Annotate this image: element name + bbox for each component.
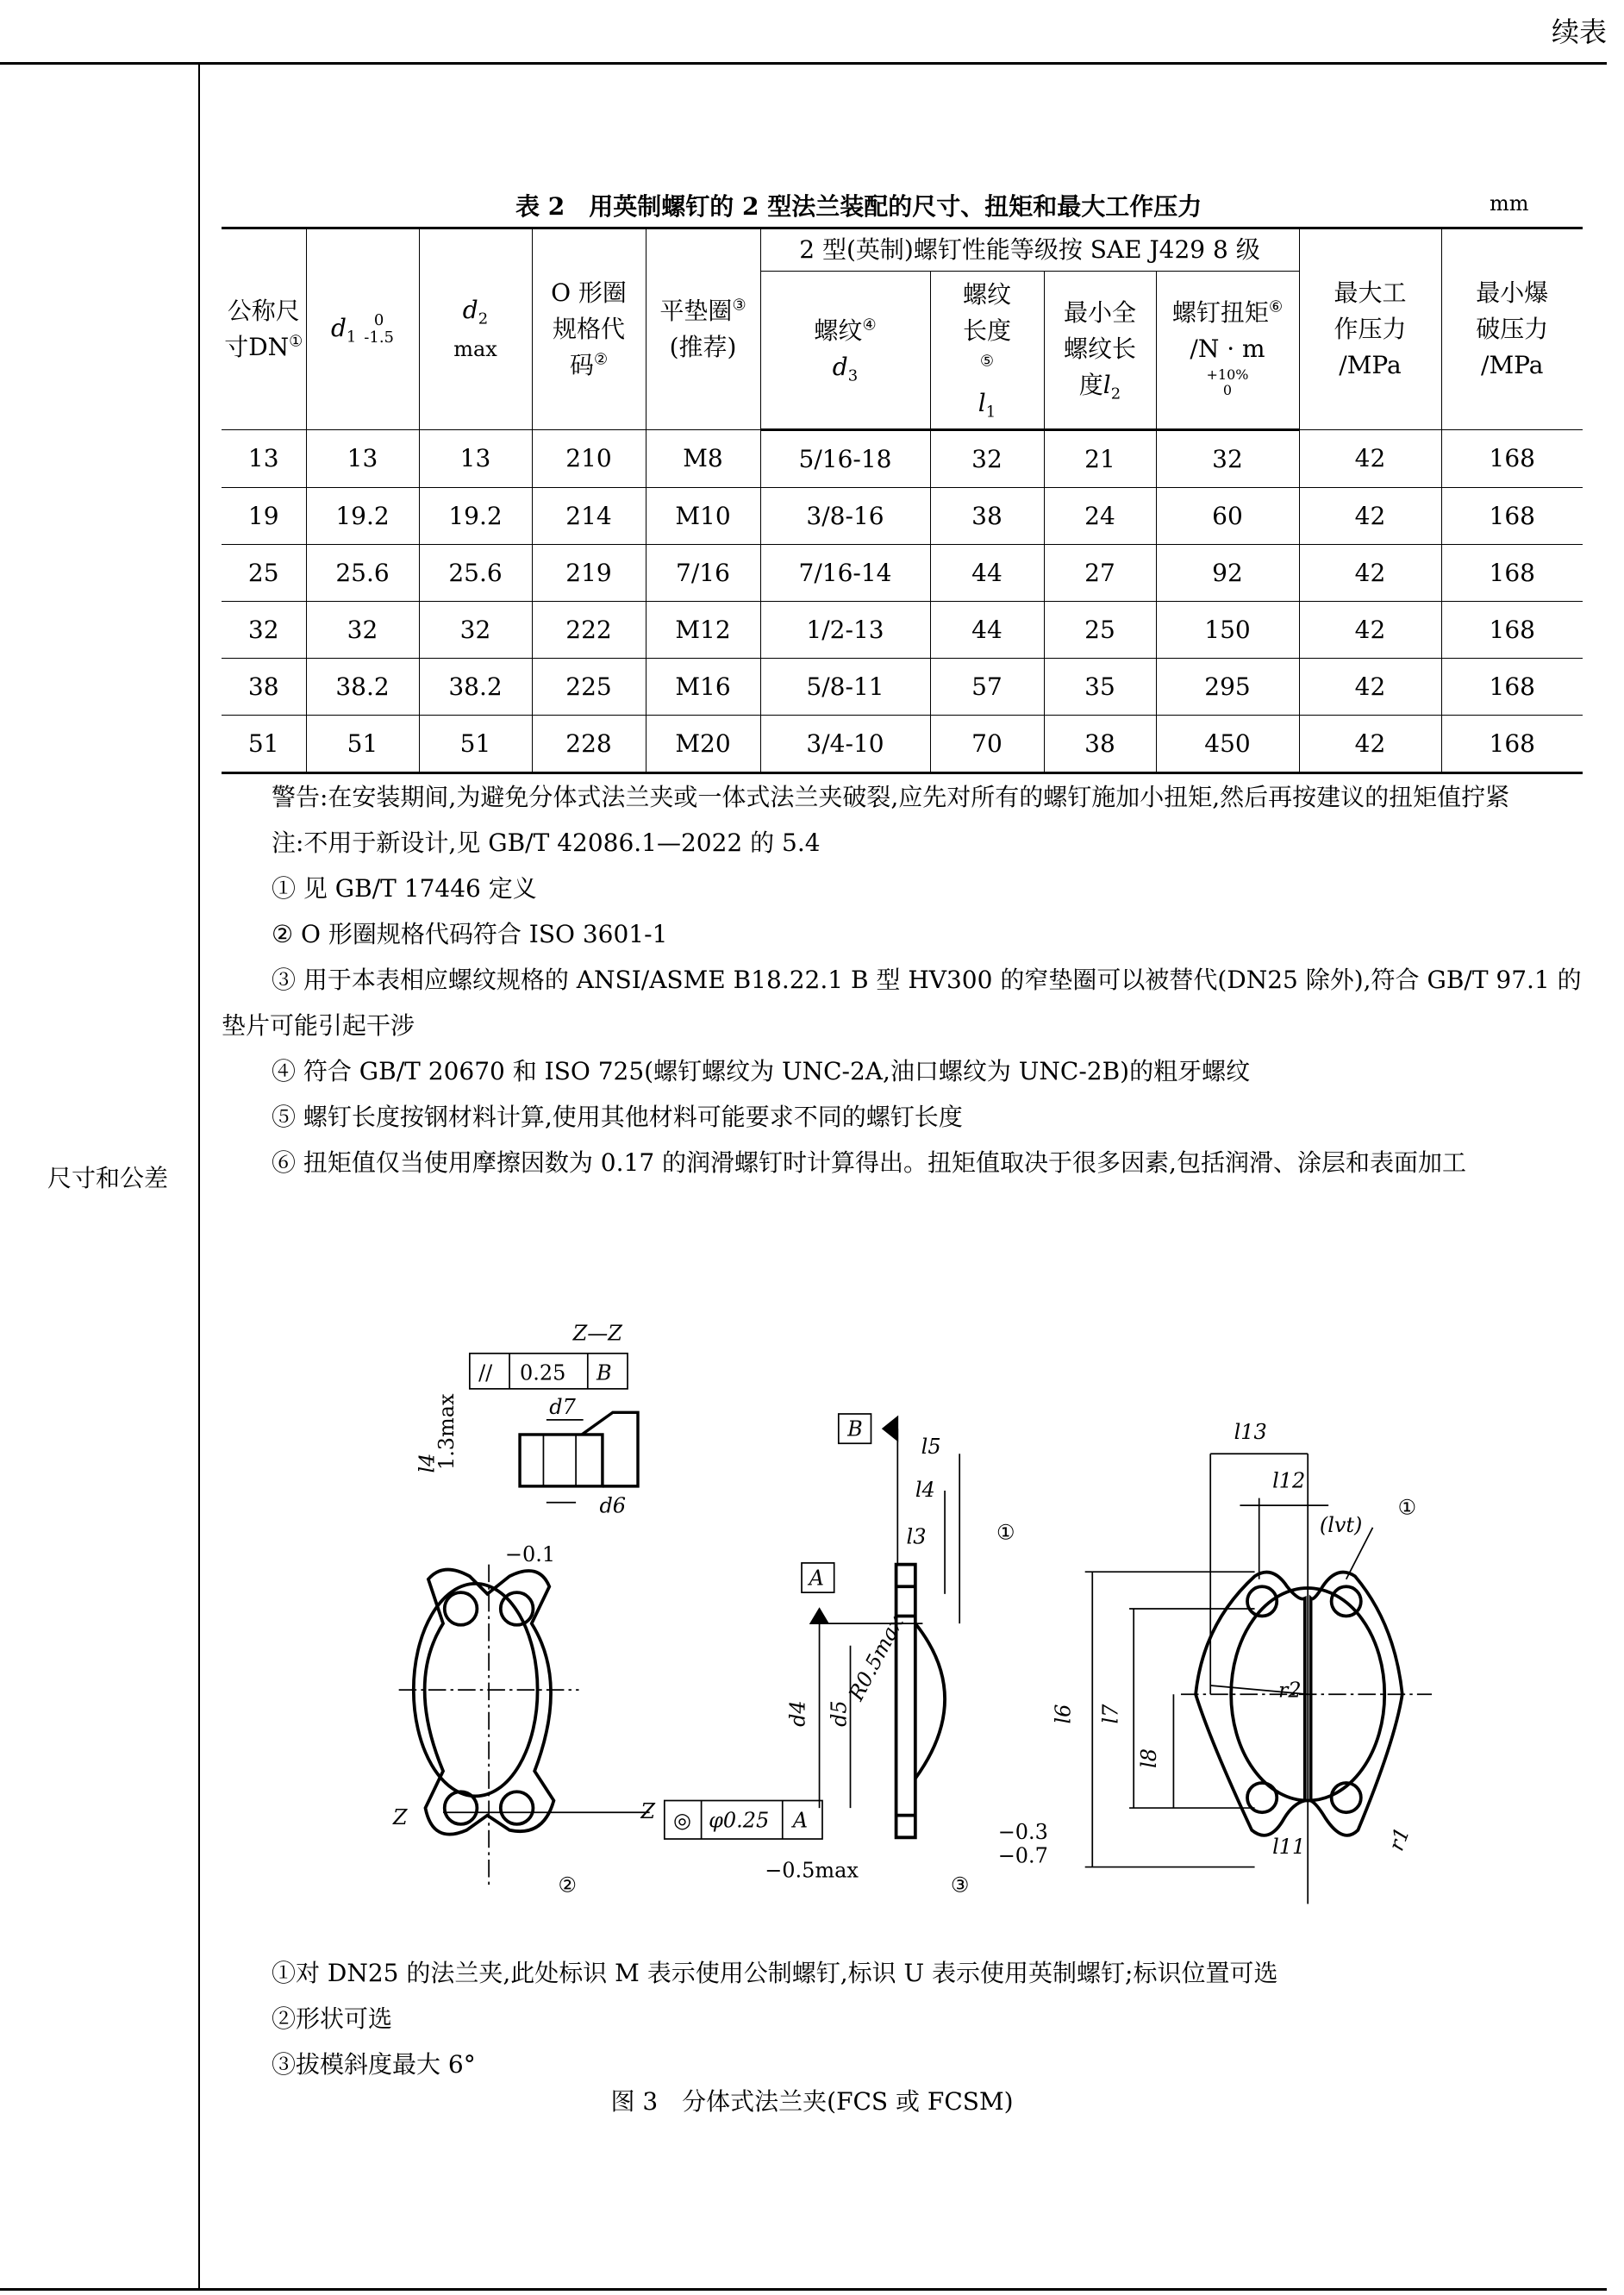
table-cell: M20: [646, 716, 760, 773]
table-cell: 35: [1044, 659, 1156, 716]
label-05max: −0.5max: [765, 1858, 859, 1883]
fcf2-datum: A: [792, 1808, 809, 1833]
table-cell: 3/8-16: [760, 488, 930, 545]
table-cell: 32: [222, 602, 306, 659]
caption-1: ①对 DN25 的法兰夹,此处标识 M 表示使用公制螺钉,标识 U 表示使用英制螺钉;标识位置可选: [272, 1959, 1278, 1987]
header-torque: 螺钉扭矩⑥ /N · m +10% 0: [1156, 272, 1299, 430]
table-cell: 210: [532, 430, 646, 488]
label-l4: l4: [915, 1477, 935, 1502]
callout-1-right: ①: [1397, 1495, 1417, 1520]
table-cell: 5/8-11: [760, 659, 930, 716]
header-burst-pressure: 最小爆破压力 /MPa: [1441, 228, 1583, 430]
table-cell: 222: [532, 602, 646, 659]
label-z-left: Z: [392, 1804, 408, 1829]
label-1-3max: 1.3max: [434, 1393, 459, 1471]
table-cell: 25: [222, 545, 306, 602]
label-l12: l12: [1272, 1468, 1306, 1493]
label-l4-left: l4: [415, 1453, 440, 1473]
label-r2: r2: [1277, 1678, 1302, 1703]
warning-note: 警告:在安装期间,为避免分体式法兰夹或一体式法兰夹破裂,应先对所有的螺钉施加小扭矩,然后再按建议的扭矩值拧紧: [272, 783, 1510, 811]
label-l11: l11: [1272, 1835, 1306, 1860]
footnote-2: ② O 形圈规格代码符合 ISO 3601-1: [272, 920, 668, 948]
callout-2: ②: [558, 1873, 578, 1898]
table-cell: 42: [1299, 716, 1441, 773]
table-cell: 13: [419, 430, 532, 488]
table-cell: 168: [1441, 659, 1583, 716]
concentricity-symbol: ◎: [673, 1808, 691, 1833]
table-cell: 51: [222, 716, 306, 773]
table-cell: 32: [419, 602, 532, 659]
label-03: −0.3: [997, 1820, 1048, 1845]
table-cell: 7/16-14: [760, 545, 930, 602]
footnote-3: ③ 用于本表相应螺纹规格的 ANSI/ASME B18.22.1 B 型 HV300 的窄垫圈可以被替代(DN25 除外),符合 GB/T 97.1 的垫片可能引起干涉: [222, 966, 1582, 1040]
table-cell: 32: [306, 602, 419, 659]
header-min-length: 最小全螺纹长度$l_2$: [1044, 272, 1156, 430]
callout-3: ③: [950, 1873, 970, 1898]
table-cell: 228: [532, 716, 646, 773]
table-cell: 25.6: [306, 545, 419, 602]
caption-3: ③拔模斜度最大 6°: [272, 2050, 476, 2079]
table-cell: 44: [930, 545, 1044, 602]
footnote-5: ⑤ 螺钉长度按钢材料计算,使用其他材料可能要求不同的螺钉长度: [272, 1103, 963, 1131]
label-l13: l13: [1234, 1420, 1267, 1445]
table-cell: 168: [1441, 716, 1583, 773]
header-washer: 平垫圈③ (推荐): [646, 228, 760, 430]
table-cell: M16: [646, 659, 760, 716]
table-cell: 150: [1156, 602, 1299, 659]
fcf2-value: φ0.25: [709, 1808, 770, 1833]
label-d4: d4: [785, 1700, 810, 1727]
label-l7: l7: [1098, 1704, 1123, 1724]
table-cell: 42: [1299, 602, 1441, 659]
table-cell: 19.2: [419, 488, 532, 545]
table-cell: 7/16: [646, 545, 760, 602]
table-cell: 1/2-13: [760, 602, 930, 659]
label-d5: d5: [827, 1700, 852, 1727]
table-title: 表 2 用英制螺钉的 2 型法兰装配的尺寸、扭矩和最大工作压力: [515, 192, 1202, 221]
header-oring: O 形圈规格代码②: [532, 228, 646, 430]
table-cell: 19: [222, 488, 306, 545]
table-cell: 51: [419, 716, 532, 773]
header-max-pressure: 最大工作压力 /MPa: [1299, 228, 1441, 430]
table-cell: 42: [1299, 545, 1441, 602]
label-l5: l5: [921, 1435, 941, 1460]
label-l8: l8: [1136, 1748, 1161, 1768]
table-cell: 70: [930, 716, 1044, 773]
figure-captions: [272, 1950, 1278, 2087]
label-l3: l3: [906, 1524, 927, 1549]
footnote-6: ⑥ 扭矩值仅当使用摩擦因数为 0.17 的润滑螺钉时计算得出。扭矩值取决于很多因素,包括润滑、涂层和表面加工: [272, 1148, 1466, 1177]
label-z-right: Z: [640, 1799, 656, 1824]
table-cell: 32: [930, 430, 1044, 488]
table-cell: 219: [532, 545, 646, 602]
table-cell: 225: [532, 659, 646, 716]
label-d6: d6: [599, 1493, 627, 1518]
label-zz: Z—Z: [572, 1321, 622, 1346]
datum-b: B: [847, 1416, 863, 1441]
table-cell: 32: [1156, 430, 1299, 488]
table-cell: 13: [222, 430, 306, 488]
table-cell: M12: [646, 602, 760, 659]
table-unit: mm: [1490, 191, 1529, 216]
table-cell: 38: [1044, 716, 1156, 773]
table-cell: 38: [222, 659, 306, 716]
label-07: −0.7: [997, 1843, 1048, 1868]
label-lvt: (lvt): [1319, 1512, 1363, 1537]
table-cell: 42: [1299, 488, 1441, 545]
table-cell: 295: [1156, 659, 1299, 716]
parallelism-symbol: //: [478, 1360, 493, 1385]
table-cell: 44: [930, 602, 1044, 659]
table-cell: M8: [646, 430, 760, 488]
table-cell: 38: [930, 488, 1044, 545]
header-thread: 螺纹④ $d_3$: [760, 272, 930, 430]
caption-2: ②形状可选: [272, 2004, 393, 2033]
header-bolt-group: 2 型(英制)螺钉性能等级按 SAE J429 8 级: [760, 228, 1299, 272]
label-r05max: R0.5max: [844, 1611, 909, 1705]
side-label: 尺寸和公差: [47, 1164, 169, 1192]
header-length: 螺纹长度⑤ $l_1$: [930, 272, 1044, 430]
table-cell: 60: [1156, 488, 1299, 545]
table-cell: 42: [1299, 659, 1441, 716]
label-flatness-01: −0.1: [504, 1542, 556, 1567]
table-cell: 19.2: [306, 488, 419, 545]
table-cell: 25: [1044, 602, 1156, 659]
table-cell: 168: [1441, 488, 1583, 545]
table-cell: 38.2: [306, 659, 419, 716]
table-cell: 57: [930, 659, 1044, 716]
datum-a: A: [809, 1566, 824, 1591]
table-cell: 5/16-18: [760, 430, 930, 488]
label-r1: r1: [1384, 1823, 1415, 1854]
table-cell: 13: [306, 430, 419, 488]
table-cell: 168: [1441, 545, 1583, 602]
label-l6: l6: [1051, 1704, 1076, 1724]
table-cell: 21: [1044, 430, 1156, 488]
fcf1-value: 0.25: [520, 1360, 566, 1385]
footnote-1: ① 见 GB/T 17446 定义: [272, 874, 537, 903]
table-cell: 168: [1441, 602, 1583, 659]
label-d7: d7: [549, 1394, 576, 1419]
table-cell: 38.2: [419, 659, 532, 716]
table-cell: 168: [1441, 430, 1583, 488]
header-d2: $d_2$ max: [419, 228, 532, 430]
table-cell: 3/4-10: [760, 716, 930, 773]
table-cell: 450: [1156, 716, 1299, 773]
figure-title: 图 3 分体式法兰夹(FCS 或 FCSM): [610, 2087, 1014, 2116]
table-cell: 51: [306, 716, 419, 773]
header-d1: $d_1$ 0 -1.5: [306, 228, 419, 430]
table-cell: 27: [1044, 545, 1156, 602]
note: 注:不用于新设计,见 GB/T 42086.1—2022 的 5.4: [272, 829, 821, 857]
continued-label: 续表: [1551, 16, 1607, 48]
header-dn: 公称尺寸DN①: [222, 228, 306, 430]
callout-1-middle: ①: [996, 1520, 1015, 1545]
table-cell: 92: [1156, 545, 1299, 602]
table-cell: 42: [1299, 430, 1441, 488]
table-cell: 24: [1044, 488, 1156, 545]
table-cell: 214: [532, 488, 646, 545]
table-cell: M10: [646, 488, 760, 545]
table-cell: 25.6: [419, 545, 532, 602]
footnote-4: ④ 符合 GB/T 20670 和 ISO 725(螺钉螺纹为 UNC-2A,油口螺纹为 UNC-2B)的粗牙螺纹: [272, 1057, 1251, 1085]
fcf1-datum: B: [597, 1360, 612, 1385]
